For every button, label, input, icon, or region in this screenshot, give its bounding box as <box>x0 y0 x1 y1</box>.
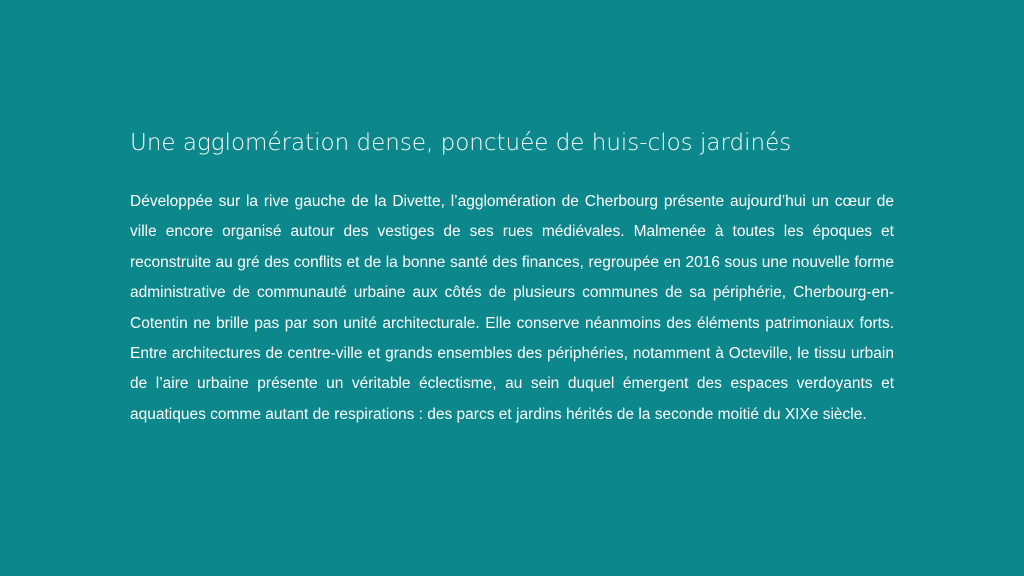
slide-title: Une agglomération dense, ponctuée de huis-clos jardinés <box>130 130 792 156</box>
slide-paragraph: Développée sur la rive gauche de la Divette, l’agglomération de Cherbourg présente aujourd’hui un cœur de ville encore organisé autour des vestiges de ses rues médiévales. Malmenée à toutes les époques et reconstruite au gré des conflits et de la bonne santé des finances, regroupée en 2016 sous une nouvelle forme administrative de communauté urbaine aux côtés de plusieurs communes de sa périphérie, Cherbourg-en-Cotentin ne brille pas par son unité architecturale. Elle conserve néanmoins des éléments patrimoniaux forts. Entre architectures de centre-ville et grands ensembles des périphéries, notamment à Octeville, le tissu urbain de l’aire urbaine présente un véritable éclectisme, au sein duquel émergent des espaces verdoyants et aquatiques comme autant de respirations : des parcs et jardins hérités de la seconde moitié du XIXe siècle. <box>130 193 894 423</box>
